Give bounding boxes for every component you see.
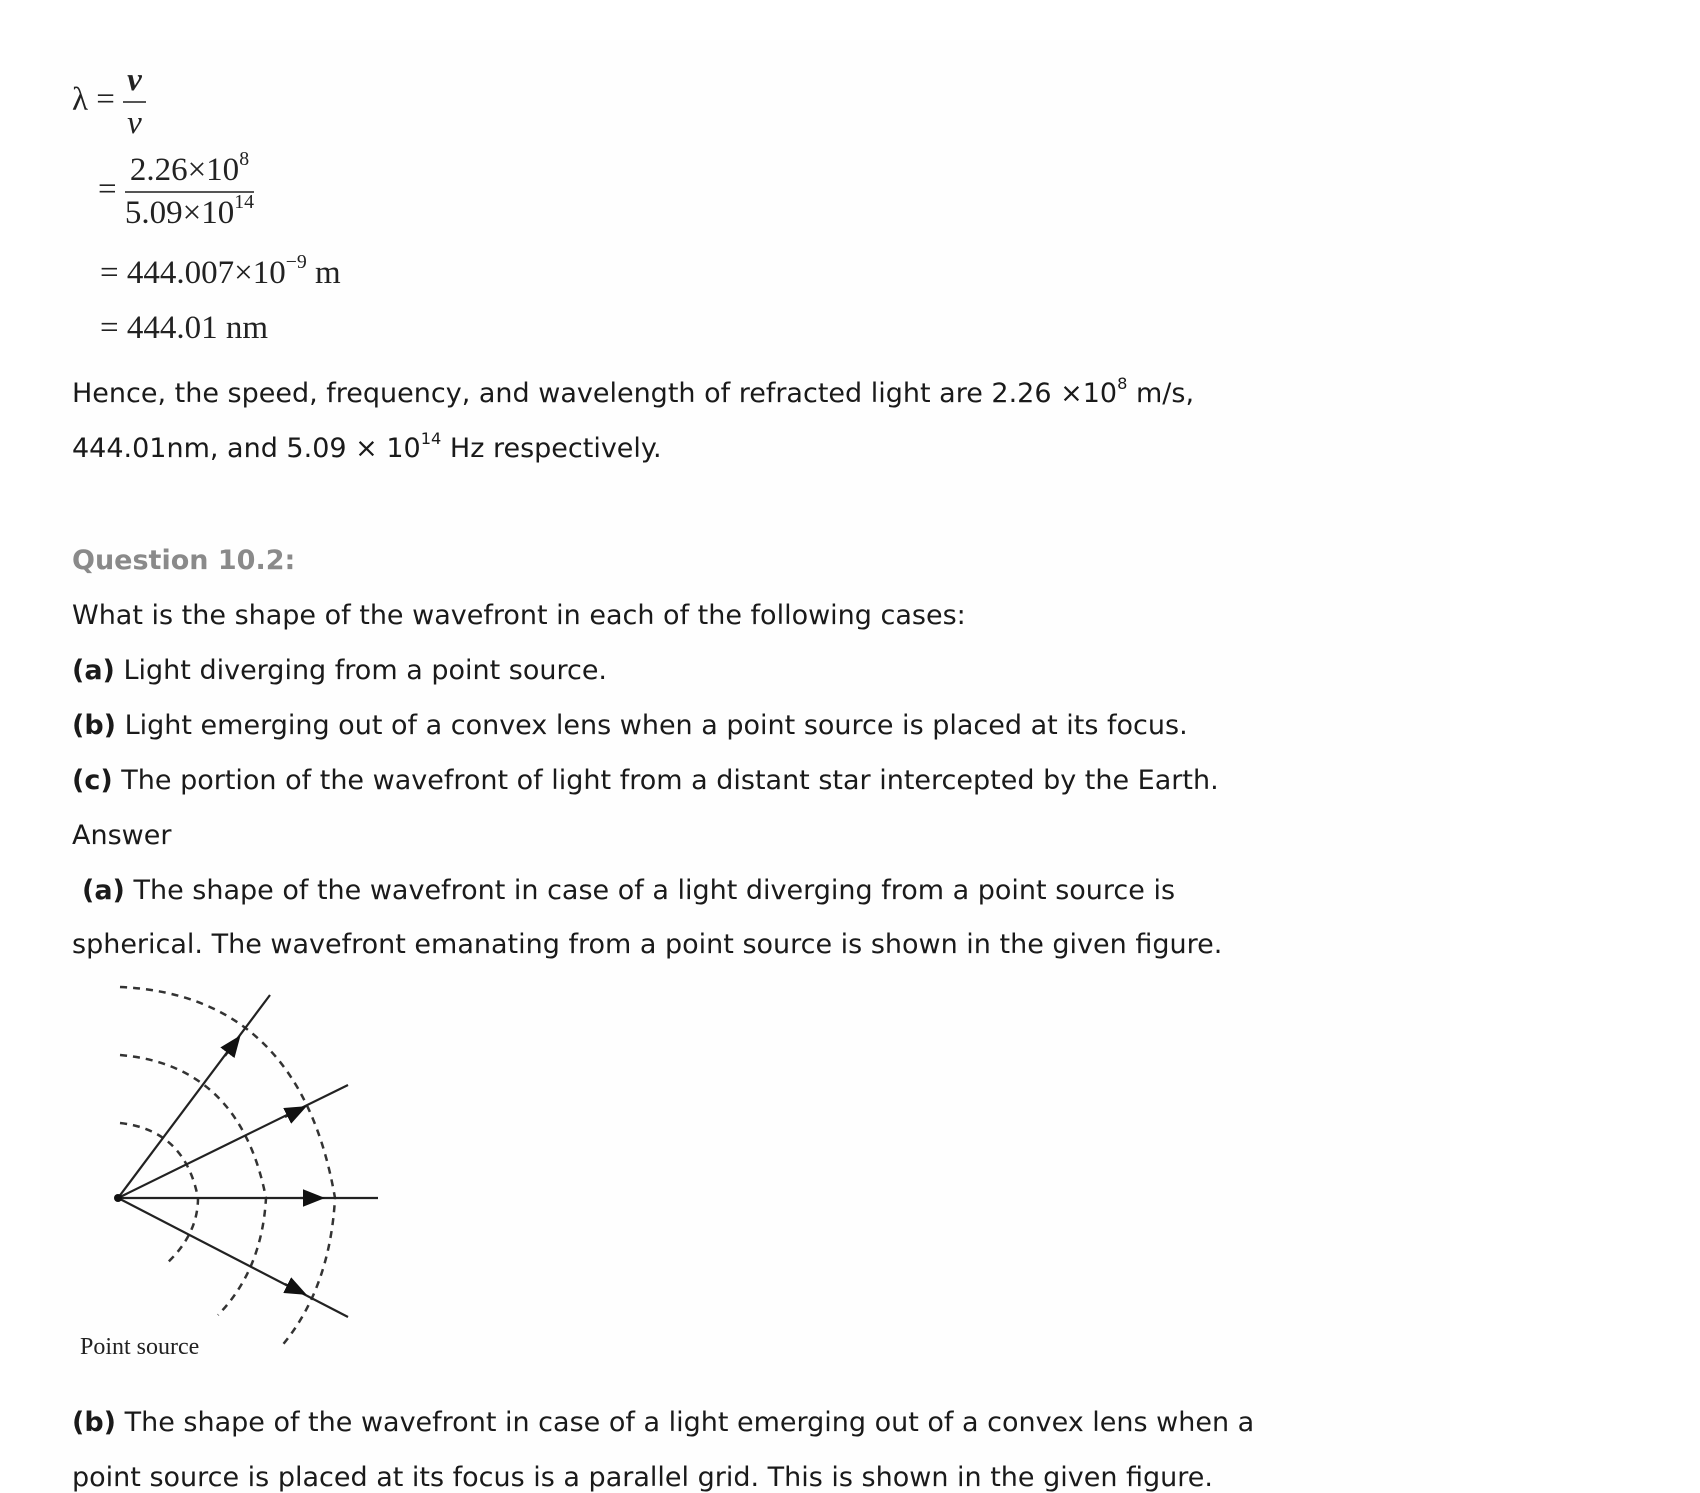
question-part-b: (b) Light emerging out of a convex lens when a point source is placed at its focus. [72, 710, 1188, 741]
denominator: $5.09\times 10^{14}$ [124, 191, 255, 231]
formula-lhs: λ = [72, 81, 115, 118]
answer-label: Answer [72, 820, 172, 851]
formula-line-4: = 444.01 nm [100, 310, 269, 346]
formula-line-3: = $444.007\times 10^{-9}$ m [100, 251, 341, 291]
ray-1 [118, 995, 270, 1198]
answer-b-line-1: (b) The shape of the wavefront in case of a light emerging out of a convex lens when a [72, 1407, 1255, 1438]
answer-a-line-1: (a) The shape of the wavefront in case of a light diverging from a point source is [82, 875, 1176, 906]
formula-line-1 [72, 62, 146, 142]
equals: = [98, 171, 117, 208]
numerator: $2.26\times 10^8$ [125, 152, 254, 193]
fraction [124, 148, 255, 232]
arrow-1 [225, 1044, 234, 1056]
question-heading: Question 10.2: [72, 545, 296, 576]
conclusion-line-2: 444.01nm, and $5.09 \times 10^{14}$ Hz respectively. [72, 429, 662, 464]
wavefront-arc-2 [120, 1055, 266, 1315]
conclusion-line-1: Hence, the speed, frequency, and wavelength of refracted light are $2.26 \times 10^8$ m/s, [72, 374, 1195, 409]
answer-a-line-2: spherical. The wavefront emanating from a point source is shown in the given figure. [72, 929, 1223, 960]
point-source-label: Point source [80, 1334, 200, 1360]
numerator: v [123, 62, 146, 103]
ray-2 [118, 1085, 348, 1198]
question-prompt: What is the shape of the wavefront in each of the following cases: [72, 600, 966, 631]
answer-b-line-2: point source is placed at its focus is a parallel grid. This is shown in the given figure. [72, 1462, 1213, 1493]
denominator: ν [127, 105, 142, 141]
point-source-dot [114, 1194, 122, 1202]
question-part-a: (a) Light diverging from a point source. [72, 655, 608, 686]
formula-line-2 [98, 148, 255, 232]
arrow-4 [285, 1284, 297, 1290]
question-part-c: (c) The portion of the wavefront of light from a distant star intercepted by the Earth. [72, 765, 1219, 796]
fraction [123, 62, 146, 142]
spherical-wavefront-figure [0, 960, 420, 1380]
